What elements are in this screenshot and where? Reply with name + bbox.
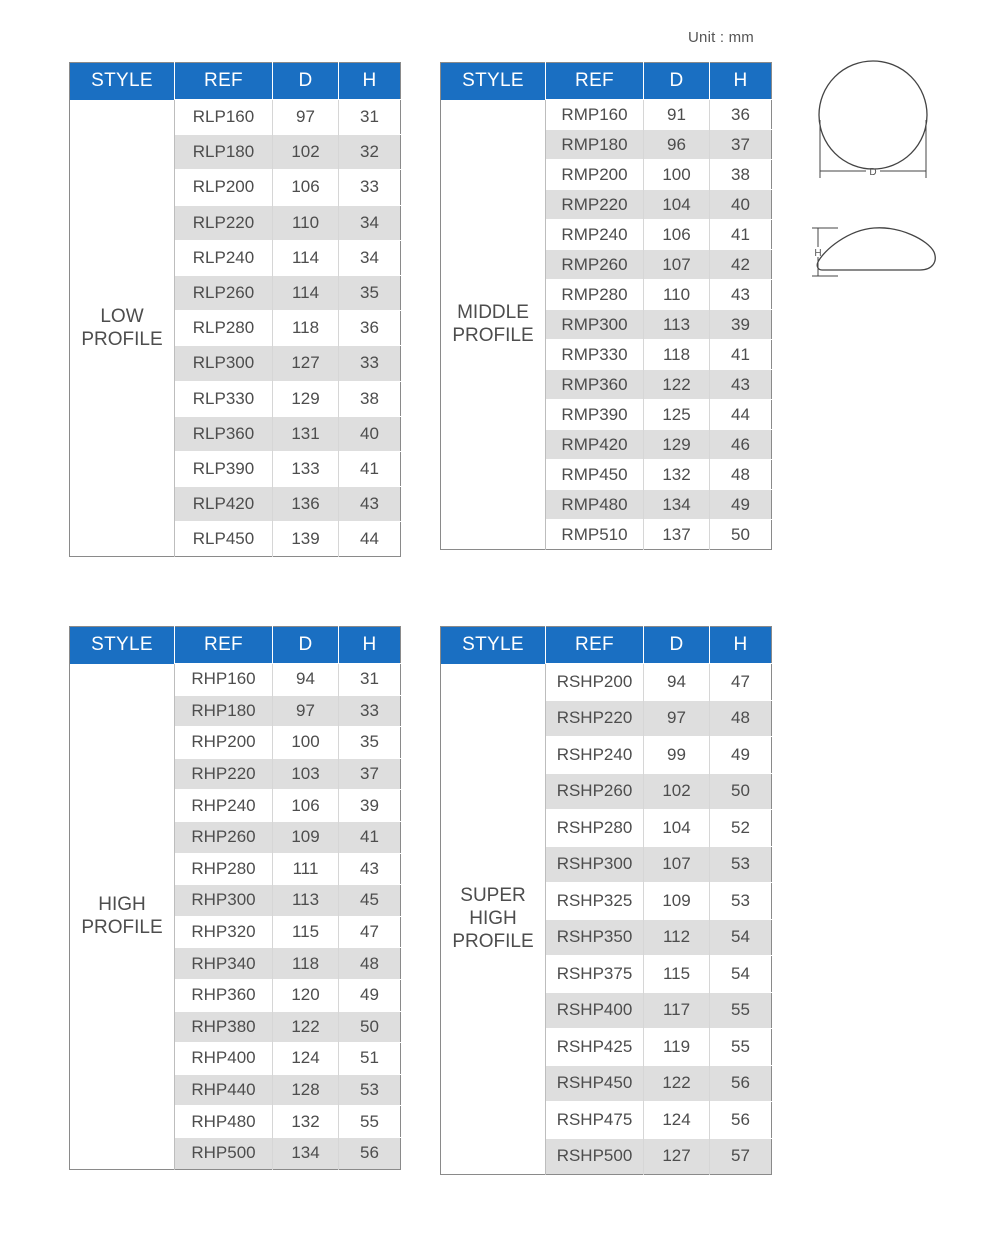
- h-cell: 49: [710, 490, 772, 520]
- h-cell: 31: [339, 100, 401, 135]
- ref-cell: RHP300: [175, 885, 273, 917]
- d-cell: 124: [273, 1043, 339, 1075]
- ref-cell: RHP200: [175, 727, 273, 759]
- ref-cell: RSHP300: [546, 846, 644, 883]
- style-header: STYLE: [70, 63, 175, 100]
- implant-top-view-shape: [819, 61, 927, 169]
- d-cell: 113: [273, 885, 339, 917]
- d-cell: 117: [644, 992, 710, 1029]
- h-cell: 47: [710, 664, 772, 701]
- style-cell: [70, 100, 175, 557]
- d-header: D: [273, 627, 339, 664]
- h-cell: 53: [339, 1074, 401, 1106]
- d-cell: 102: [273, 135, 339, 170]
- table-row: [441, 100, 772, 130]
- d-cell: 118: [273, 948, 339, 980]
- d-cell: 107: [644, 846, 710, 883]
- ref-cell: RMP390: [546, 400, 644, 430]
- h-header: H: [339, 627, 401, 664]
- ref-cell: RMP200: [546, 160, 644, 190]
- table-row: [70, 100, 401, 135]
- d-cell: 103: [273, 758, 339, 790]
- h-cell: 35: [339, 727, 401, 759]
- d-cell: 114: [273, 240, 339, 275]
- ref-cell: RHP340: [175, 948, 273, 980]
- ref-cell: RSHP240: [546, 737, 644, 774]
- d-cell: 133: [273, 451, 339, 486]
- implant-side-view-shape: [817, 228, 935, 270]
- ref-cell: RMP330: [546, 340, 644, 370]
- ref-cell: RMP300: [546, 310, 644, 340]
- h-cell: 38: [710, 160, 772, 190]
- ref-cell: RHP380: [175, 1011, 273, 1043]
- h-cell: 56: [710, 1102, 772, 1139]
- h-cell: 48: [710, 700, 772, 737]
- h-cell: 37: [339, 758, 401, 790]
- ref-cell: RLP220: [175, 205, 273, 240]
- h-cell: 41: [710, 220, 772, 250]
- h-cell: 43: [710, 370, 772, 400]
- ref-cell: RHP360: [175, 979, 273, 1011]
- unit-label: Unit : mm: [688, 29, 754, 46]
- ref-header: REF: [175, 627, 273, 664]
- d-cell: 91: [644, 100, 710, 130]
- ref-cell: RHP160: [175, 664, 273, 696]
- ref-cell: RHP480: [175, 1106, 273, 1138]
- ref-cell: RHP240: [175, 790, 273, 822]
- style-line: HIGH: [98, 894, 146, 915]
- ref-cell: RLP260: [175, 275, 273, 310]
- style-header: STYLE: [70, 627, 175, 664]
- h-cell: 34: [339, 240, 401, 275]
- d-cell: 106: [273, 790, 339, 822]
- h-cell: 41: [339, 821, 401, 853]
- d-cell: 134: [273, 1137, 339, 1169]
- d-cell: 99: [644, 737, 710, 774]
- table-row: [70, 664, 401, 696]
- d-cell: 122: [644, 1065, 710, 1102]
- ref-cell: RSHP260: [546, 773, 644, 810]
- d-cell: 129: [644, 430, 710, 460]
- d-cell: 94: [644, 664, 710, 701]
- d-cell: 139: [273, 522, 339, 557]
- h-cell: 40: [339, 416, 401, 451]
- ref-cell: RLP180: [175, 135, 273, 170]
- d-cell: 107: [644, 250, 710, 280]
- table-row: [441, 664, 772, 701]
- super-high-profile-table: [440, 626, 772, 1175]
- d-cell: 110: [644, 280, 710, 310]
- ref-cell: RSHP425: [546, 1029, 644, 1066]
- d-cell: 97: [273, 100, 339, 135]
- d-cell: 131: [273, 416, 339, 451]
- diameter-label: D: [869, 167, 877, 178]
- style-line: PROFILE: [81, 328, 163, 350]
- h-cell: 53: [710, 883, 772, 920]
- h-cell: 33: [339, 346, 401, 381]
- style-header: STYLE: [441, 627, 546, 664]
- h-cell: 46: [710, 430, 772, 460]
- ref-cell: RHP320: [175, 916, 273, 948]
- d-cell: 124: [644, 1102, 710, 1139]
- h-cell: 56: [339, 1137, 401, 1169]
- ref-cell: RHP400: [175, 1043, 273, 1075]
- ref-cell: RMP360: [546, 370, 644, 400]
- h-cell: 42: [710, 250, 772, 280]
- d-cell: 118: [644, 340, 710, 370]
- d-cell: 137: [644, 520, 710, 550]
- ref-cell: RSHP400: [546, 992, 644, 1029]
- ref-cell: RMP180: [546, 130, 644, 160]
- d-cell: 96: [644, 130, 710, 160]
- ref-cell: RSHP280: [546, 810, 644, 847]
- h-cell: 53: [710, 846, 772, 883]
- d-header: D: [644, 63, 710, 100]
- ref-cell: RSHP325: [546, 883, 644, 920]
- h-cell: 41: [710, 340, 772, 370]
- d-cell: 120: [273, 979, 339, 1011]
- style-line: PROFILE: [81, 917, 163, 938]
- h-cell: 38: [339, 381, 401, 416]
- h-cell: 31: [339, 664, 401, 696]
- h-cell: 39: [339, 790, 401, 822]
- height-diagram: [808, 222, 938, 282]
- ref-cell: RLP240: [175, 240, 273, 275]
- d-cell: 136: [273, 487, 339, 522]
- ref-cell: RLP450: [175, 522, 273, 557]
- h-cell: 37: [710, 130, 772, 160]
- d-cell: 104: [644, 810, 710, 847]
- ref-cell: RLP330: [175, 381, 273, 416]
- h-cell: 51: [339, 1043, 401, 1075]
- h-cell: 49: [710, 737, 772, 774]
- h-cell: 50: [710, 520, 772, 550]
- h-cell: 56: [710, 1065, 772, 1102]
- d-cell: 132: [273, 1106, 339, 1138]
- d-cell: 100: [273, 727, 339, 759]
- ref-cell: RLP420: [175, 487, 273, 522]
- ref-header: REF: [175, 63, 273, 100]
- h-cell: 48: [339, 948, 401, 980]
- d-cell: 104: [644, 190, 710, 220]
- h-cell: 32: [339, 135, 401, 170]
- h-cell: 33: [339, 170, 401, 205]
- height-label: H: [814, 248, 822, 259]
- d-cell: 114: [273, 275, 339, 310]
- d-header: D: [273, 63, 339, 100]
- h-cell: 43: [339, 853, 401, 885]
- style-cell: [70, 664, 175, 1170]
- ref-cell: RLP280: [175, 311, 273, 346]
- h-cell: 33: [339, 695, 401, 727]
- d-cell: 128: [273, 1074, 339, 1106]
- d-cell: 122: [273, 1011, 339, 1043]
- h-header: H: [339, 63, 401, 100]
- ref-cell: RHP180: [175, 695, 273, 727]
- high-profile-table: [69, 626, 401, 1170]
- h-cell: 44: [710, 400, 772, 430]
- h-cell: 45: [339, 885, 401, 917]
- ref-cell: RHP500: [175, 1137, 273, 1169]
- d-cell: 110: [273, 205, 339, 240]
- h-cell: 52: [710, 810, 772, 847]
- h-cell: 40: [710, 190, 772, 220]
- ref-cell: RMP510: [546, 520, 644, 550]
- d-cell: 113: [644, 310, 710, 340]
- ref-cell: RLP360: [175, 416, 273, 451]
- style-line: PROFILE: [452, 325, 534, 347]
- ref-cell: RSHP375: [546, 956, 644, 993]
- ref-cell: RMP280: [546, 280, 644, 310]
- d-cell: 115: [273, 916, 339, 948]
- style-line: LOW: [100, 305, 144, 327]
- h-cell: 54: [710, 956, 772, 993]
- ref-cell: RHP440: [175, 1074, 273, 1106]
- ref-cell: RSHP200: [546, 664, 644, 701]
- d-cell: 97: [644, 700, 710, 737]
- h-cell: 54: [710, 919, 772, 956]
- ref-header: REF: [546, 63, 644, 100]
- h-cell: 44: [339, 522, 401, 557]
- style-line: SUPER: [460, 885, 526, 907]
- ref-cell: RLP160: [175, 100, 273, 135]
- style-line: HIGH: [469, 908, 517, 930]
- ref-cell: RMP240: [546, 220, 644, 250]
- d-cell: 127: [273, 346, 339, 381]
- d-cell: 106: [273, 170, 339, 205]
- ref-cell: RSHP220: [546, 700, 644, 737]
- ref-cell: RMP420: [546, 430, 644, 460]
- h-header: H: [710, 627, 772, 664]
- ref-cell: RMP260: [546, 250, 644, 280]
- ref-cell: RMP160: [546, 100, 644, 130]
- d-cell: 94: [273, 664, 339, 696]
- h-cell: 36: [339, 311, 401, 346]
- ref-cell: RLP300: [175, 346, 273, 381]
- d-header: D: [644, 627, 710, 664]
- ref-cell: RSHP475: [546, 1102, 644, 1139]
- d-cell: 102: [644, 773, 710, 810]
- d-cell: 129: [273, 381, 339, 416]
- h-cell: 43: [339, 487, 401, 522]
- ref-cell: RLP200: [175, 170, 273, 205]
- low-profile-table: [69, 62, 401, 557]
- diameter-diagram: [810, 58, 940, 186]
- ref-header: REF: [546, 627, 644, 664]
- d-cell: 127: [644, 1138, 710, 1175]
- ref-cell: RSHP450: [546, 1065, 644, 1102]
- middle-profile-table: [440, 62, 772, 550]
- d-cell: 109: [273, 821, 339, 853]
- h-cell: 55: [710, 992, 772, 1029]
- style-header: STYLE: [441, 63, 546, 100]
- h-cell: 48: [710, 460, 772, 490]
- ref-cell: RHP280: [175, 853, 273, 885]
- h-header: H: [710, 63, 772, 100]
- d-cell: 109: [644, 883, 710, 920]
- h-cell: 36: [710, 100, 772, 130]
- d-cell: 112: [644, 919, 710, 956]
- ref-cell: RLP390: [175, 451, 273, 486]
- ref-cell: RHP260: [175, 821, 273, 853]
- h-cell: 50: [710, 773, 772, 810]
- ref-cell: RMP220: [546, 190, 644, 220]
- h-cell: 34: [339, 205, 401, 240]
- ref-cell: RHP220: [175, 758, 273, 790]
- d-cell: 97: [273, 695, 339, 727]
- d-cell: 115: [644, 956, 710, 993]
- style-line: MIDDLE: [457, 302, 529, 324]
- h-cell: 50: [339, 1011, 401, 1043]
- h-cell: 43: [710, 280, 772, 310]
- d-cell: 122: [644, 370, 710, 400]
- d-cell: 125: [644, 400, 710, 430]
- d-cell: 106: [644, 220, 710, 250]
- ref-cell: RMP480: [546, 490, 644, 520]
- h-cell: 35: [339, 275, 401, 310]
- ref-cell: RSHP500: [546, 1138, 644, 1175]
- h-cell: 47: [339, 916, 401, 948]
- style-line: PROFILE: [452, 931, 534, 953]
- h-cell: 57: [710, 1138, 772, 1175]
- h-cell: 41: [339, 451, 401, 486]
- style-cell: [441, 664, 546, 1175]
- d-cell: 100: [644, 160, 710, 190]
- h-cell: 49: [339, 979, 401, 1011]
- d-cell: 132: [644, 460, 710, 490]
- h-cell: 55: [710, 1029, 772, 1066]
- ref-cell: RSHP350: [546, 919, 644, 956]
- d-cell: 111: [273, 853, 339, 885]
- d-cell: 118: [273, 311, 339, 346]
- ref-cell: RMP450: [546, 460, 644, 490]
- style-cell: [441, 100, 546, 550]
- h-cell: 39: [710, 310, 772, 340]
- d-cell: 119: [644, 1029, 710, 1066]
- d-cell: 134: [644, 490, 710, 520]
- h-cell: 55: [339, 1106, 401, 1138]
